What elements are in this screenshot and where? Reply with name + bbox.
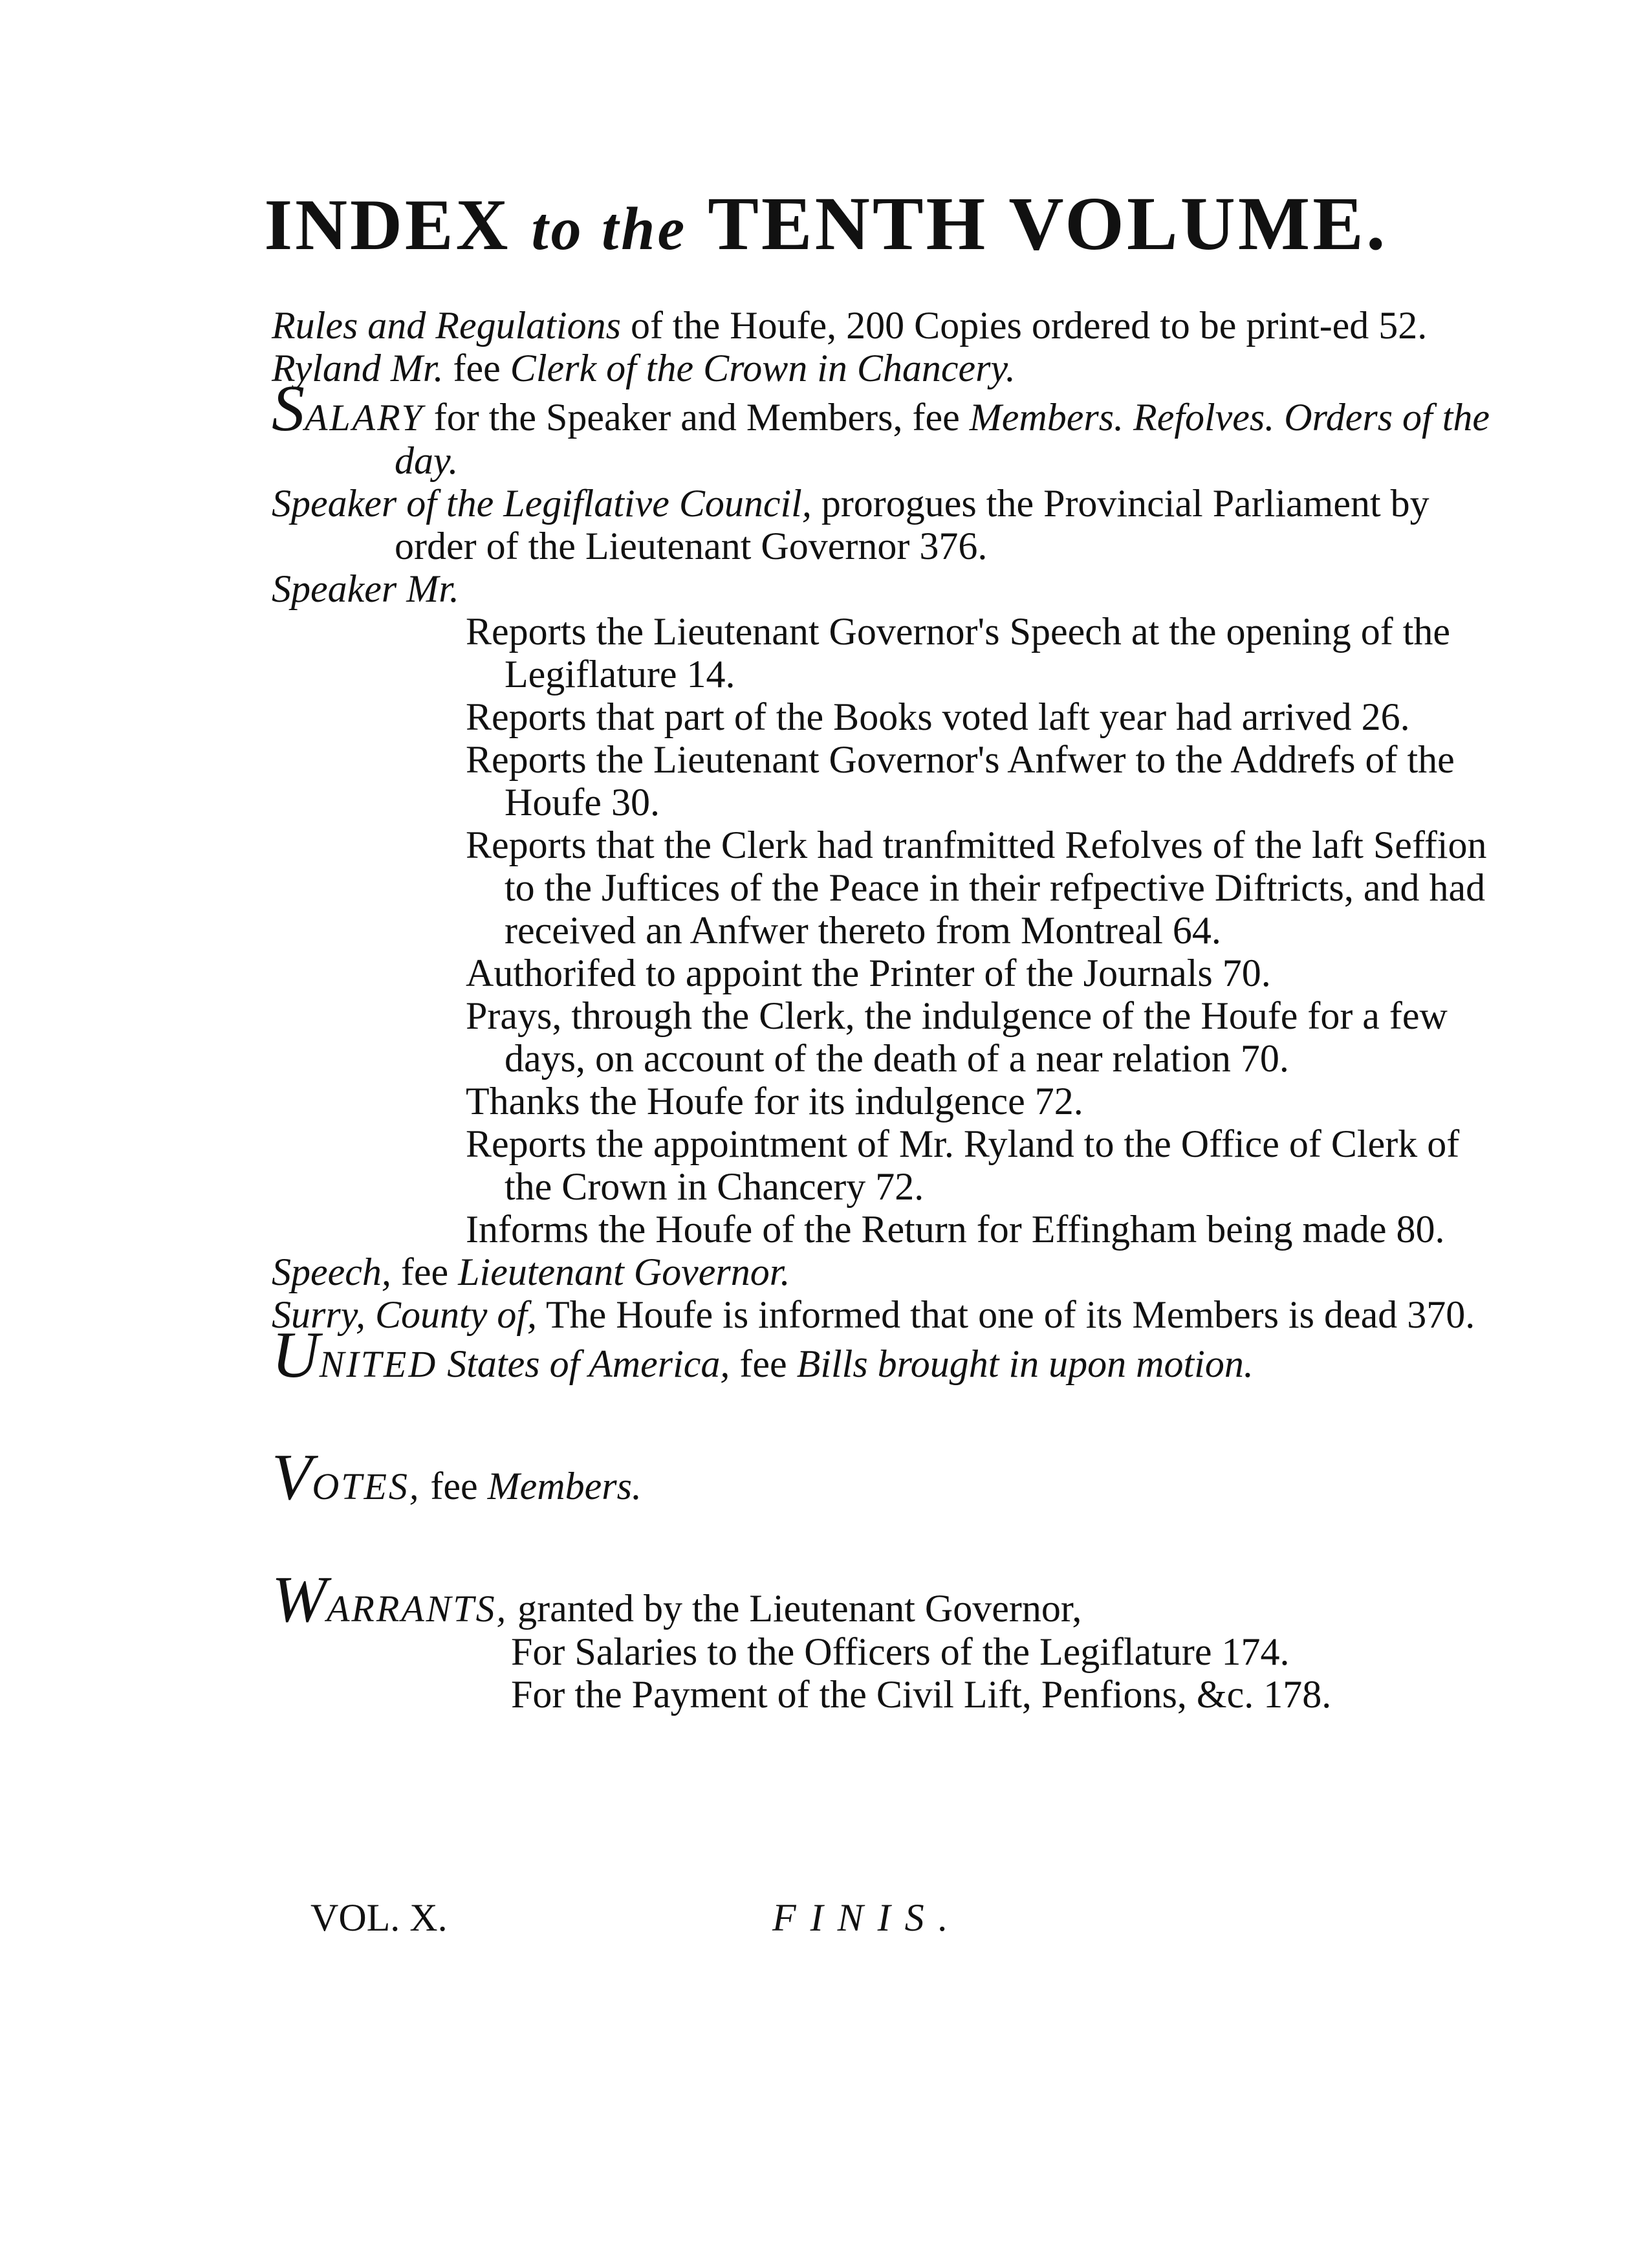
drop-cap: U [272, 1319, 320, 1392]
drop-cap: W [272, 1563, 327, 1636]
sub-entry: Thanks the Houfe for its indulgence 72. [466, 1080, 1083, 1122]
entry-head: Rules and Regulations [272, 304, 621, 347]
entry-ref: Members. [487, 1465, 642, 1507]
entry-see: fee [453, 347, 501, 389]
entry-head: Ryland Mr. [272, 347, 444, 389]
sub-entry: Reports the Lieutenant Governor's Speech at the opening of the Legiflature 14. [466, 610, 1451, 695]
entry-head: NITED [319, 1343, 438, 1385]
entry-speech [272, 1251, 1501, 1293]
sub-entry: Informs the Houfe of the Return for Effingham being made 80. [466, 1208, 1445, 1251]
entry-surry [272, 1293, 1501, 1336]
sub-entry: For Salaries to the Officers of the Legiflature 174. [511, 1630, 1290, 1673]
title-volume: VOLUME. [1008, 181, 1388, 266]
entry-ref: Bills brought in upon motion. [796, 1342, 1254, 1385]
entry-salary [272, 372, 1501, 482]
entry-head: Speech, [272, 1251, 391, 1293]
page-title [0, 180, 1652, 268]
title-to-the: to the [531, 195, 688, 263]
index-body [272, 304, 1501, 1716]
entry-votes [272, 1441, 1501, 1514]
sub-entry: Authorifed to appoint the Printer of the Journals 70. [466, 952, 1271, 994]
entry-ref: Members. Refolves. Orders of the day. [395, 396, 1490, 482]
entry-text: The Houfe is informed that one of its Members is dead 370. [545, 1293, 1475, 1336]
drop-cap: S [272, 372, 305, 445]
entry-head: Speaker of the Legiflative Council, [272, 482, 812, 525]
entry-head: Speaker Mr. [272, 567, 459, 610]
page-footer [310, 1896, 962, 1940]
entry-ref: Clerk of the Crown in Chancery. [510, 347, 1016, 389]
sub-entry: Prays, through the Clerk, the indulgence of the Houfe for a few days, on account of the death of a near relation 70. [466, 994, 1448, 1080]
sub-entry: For the Payment of the Civil Lift, Penfions, &c. 178. [511, 1673, 1332, 1716]
sub-entry: Reports that the Clerk had tranfmitted Refolves of the laft Seffion to the Juftices of the Peace in their refpective Diftricts, and had received an Anfwer thereto from Montreal 64. [466, 824, 1487, 952]
entry-speaker-council [272, 482, 1501, 567]
volume-marker: VOL. X. [310, 1896, 448, 1939]
title-tenth: TENTH [708, 181, 988, 266]
entry-head: Surry, County of, [272, 1293, 538, 1336]
entry-head: OTES, [312, 1465, 421, 1507]
entry-speaker-mr [272, 567, 1501, 610]
entry-text: granted by the Lieutenant Governor, [517, 1587, 1082, 1630]
entry-text: States of America, [447, 1342, 730, 1385]
drop-cap: V [272, 1441, 312, 1514]
entry-text: prorogues the Provincial Parliament by order of the Lieutenant Governor 376. [395, 482, 1429, 567]
finis-mark: FINIS. [772, 1896, 962, 1939]
entry-see: fee [430, 1465, 478, 1507]
sub-entry: Reports the Lieutenant Governor's Anfwer to the Addrefs of the Houfe 30. [466, 738, 1455, 824]
entry-united [272, 1319, 1501, 1392]
entry-head: ARRANTS, [326, 1588, 508, 1630]
entry-rules [272, 304, 1501, 347]
entry-text: for the Speaker and Members, fee [433, 396, 960, 439]
entry-head: ALARY [305, 397, 424, 439]
entry-warrants [272, 1563, 1501, 1636]
entry-text: of the Houfe, 200 Copies ordered to be print-ed 52. [630, 304, 1428, 347]
entry-see: fee [400, 1251, 449, 1293]
entry-ryland [272, 347, 1501, 389]
entry-see: fee [739, 1342, 787, 1385]
title-index: INDEX [264, 185, 511, 265]
sub-entry: Reports that part of the Books voted laft year had arrived 26. [466, 695, 1410, 738]
entry-ref: Lieutenant Governor. [458, 1251, 790, 1293]
sub-entry: Reports the appointment of Mr. Ryland to the Office of Clerk of the Crown in Chancery 72. [466, 1122, 1460, 1208]
